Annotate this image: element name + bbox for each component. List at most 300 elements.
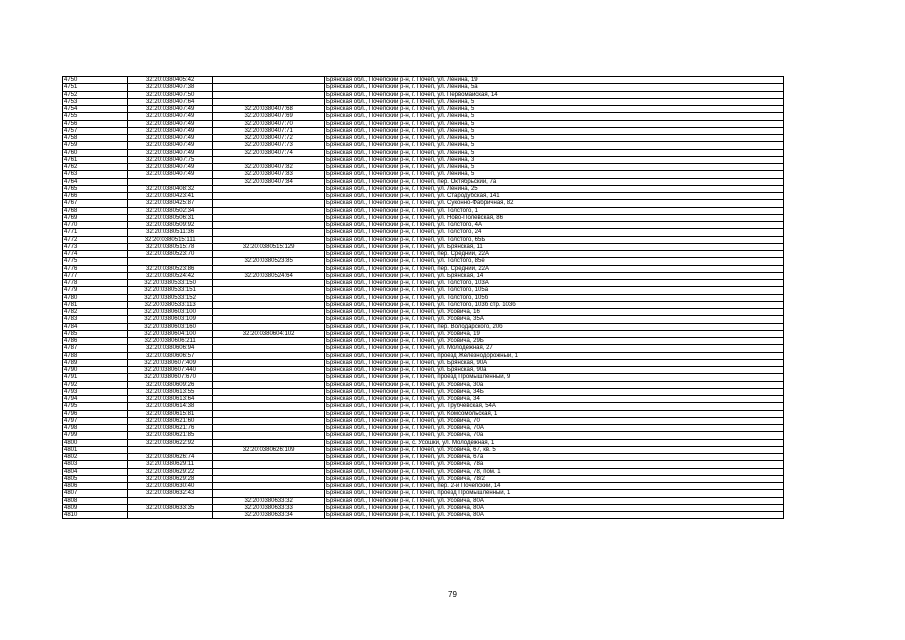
address-cell: Брянская обл., Почепский р-н, г. Почеп, ул. Ново-Полевская, 86 <box>324 214 783 221</box>
row-number-cell: 4777 <box>63 272 128 279</box>
row-number-cell: 4808 <box>63 497 128 504</box>
table-row <box>63 287 784 294</box>
related-cadastral-number-cell <box>213 98 325 105</box>
address-cell: Брянская обл., Почепский р-н, г. Почеп, ул. Брянская, 14 <box>324 272 783 279</box>
table-row <box>63 367 784 374</box>
address-cell: Брянская обл., Почепский р-н, г. Почеп, ул. Усовича, 16 <box>324 309 783 316</box>
table-row <box>63 504 784 511</box>
related-cadastral-number-cell <box>213 316 325 323</box>
address-cell: Брянская обл., Почепский р-н, г. Почеп, ул. Стародубская, 141 <box>324 193 783 200</box>
address-cell: Брянская обл., Почепский р-н, г. Почеп, ул. Толстого, 4А <box>324 222 783 229</box>
address-cell: Брянская обл., Почепский р-н, с. Усошки, ул. Молодежная, 1 <box>324 439 783 446</box>
address-cell: Брянская обл., Почепский р-н, г. Почеп, ул. Усовича, 80А <box>324 504 783 511</box>
cadastral-number-cell: 32:20:0380533:150 <box>127 280 212 287</box>
row-number-cell: 4754 <box>63 106 128 113</box>
related-cadastral-number-cell: 32:20:0380626:109 <box>213 446 325 453</box>
cadastral-number-cell: 32:20:0380407:75 <box>127 156 212 163</box>
cadastral-number-cell: 32:20:0380407:38 <box>127 84 212 91</box>
table-row <box>63 272 784 279</box>
row-number-cell: 4805 <box>63 475 128 482</box>
table-row <box>63 316 784 323</box>
cadastral-number-cell: 32:20:0380607:409 <box>127 359 212 366</box>
cadastral-number-cell: 32:20:0380425:87 <box>127 200 212 207</box>
address-cell: Брянская обл., Почепский р-н, г. Почеп, ул. Брянская, 90А <box>324 359 783 366</box>
related-cadastral-number-cell: 32:20:0380407:70 <box>213 120 325 127</box>
related-cadastral-number-cell <box>213 417 325 424</box>
table-row <box>63 497 784 504</box>
row-number-cell: 4807 <box>63 490 128 497</box>
table-row <box>63 127 784 134</box>
related-cadastral-number-cell: 32:20:0380407:82 <box>213 164 325 171</box>
related-cadastral-number-cell <box>213 265 325 272</box>
cadastral-number-cell: 32:20:0380606:211 <box>127 338 212 345</box>
table-row <box>63 352 784 359</box>
table-row <box>63 417 784 424</box>
cadastral-number-cell: 32:20:0380515:78 <box>127 243 212 250</box>
row-number-cell: 4766 <box>63 193 128 200</box>
row-number-cell: 4781 <box>63 301 128 308</box>
address-cell: Брянская обл., Почепский р-н, г. Почеп, ул. Усовича, 29Б <box>324 338 783 345</box>
row-number-cell: 4757 <box>63 127 128 134</box>
row-number-cell: 4782 <box>63 309 128 316</box>
table-row <box>63 410 784 417</box>
cadastral-number-cell: 32:20:0380603:109 <box>127 316 212 323</box>
cadastral-number-cell: 32:20:0380407:49 <box>127 106 212 113</box>
address-cell: Брянская обл., Почепский р-н, г. Почеп, ул. Толстого, 105б <box>324 294 783 301</box>
table-row <box>63 207 784 214</box>
row-number-cell: 4768 <box>63 207 128 214</box>
table-row <box>63 374 784 381</box>
address-cell: Брянская обл., Почепский р-н, г. Почеп, ул. Усовича, 70а <box>324 432 783 439</box>
table-row <box>63 142 784 149</box>
table-row <box>63 98 784 105</box>
cadastral-number-cell: 32:20:0380515:111 <box>127 236 212 243</box>
table-row <box>63 439 784 446</box>
cadastral-number-cell: 32:20:0380407:49 <box>127 164 212 171</box>
related-cadastral-number-cell: 32:20:0380407:83 <box>213 171 325 178</box>
related-cadastral-number-cell <box>213 468 325 475</box>
address-cell: Брянская обл., Почепский р-н, г. Почеп, ул. Усовича, 35А <box>324 316 783 323</box>
cadastral-number-cell: 32:20:0380613:64 <box>127 396 212 403</box>
address-cell: Брянская обл., Почепский р-н, г. Почеп, пер. Володарского, 20б <box>324 323 783 330</box>
address-cell: Брянская обл., Почепский р-н, г. Почеп, ул. Толстого, 103б стр. 103б <box>324 301 783 308</box>
address-cell: Брянская обл., Почепский р-н, г. Почеп, ул. Усовича, 78/2 <box>324 475 783 482</box>
cadastral-number-cell: 32:20:0380629:11 <box>127 461 212 468</box>
table-row <box>63 91 784 98</box>
cadastral-number-cell: 32:20:0380511:36 <box>127 229 212 236</box>
table-row <box>63 330 784 337</box>
related-cadastral-number-cell <box>213 91 325 98</box>
row-number-cell: 4769 <box>63 214 128 221</box>
address-cell: Брянская обл., Почепский р-н, г. Почеп, ул. Усовича, 80А <box>324 497 783 504</box>
cadastral-number-cell: 32:20:0380407:49 <box>127 120 212 127</box>
cadastral-number-cell: 32:20:0380533:113 <box>127 301 212 308</box>
table-row <box>63 222 784 229</box>
related-cadastral-number-cell <box>213 483 325 490</box>
row-number-cell: 4762 <box>63 164 128 171</box>
row-number-cell: 4760 <box>63 149 128 156</box>
related-cadastral-number-cell: 32:20:0380407:74 <box>213 149 325 156</box>
cadastral-number-cell <box>127 497 212 504</box>
table-row <box>63 338 784 345</box>
cadastral-number-cell: 32:20:0380626:74 <box>127 454 212 461</box>
related-cadastral-number-cell <box>213 309 325 316</box>
row-number-cell: 4779 <box>63 287 128 294</box>
row-number-cell: 4793 <box>63 388 128 395</box>
row-number-cell: 4786 <box>63 338 128 345</box>
row-number-cell: 4789 <box>63 359 128 366</box>
related-cadastral-number-cell <box>213 490 325 497</box>
row-number-cell: 4778 <box>63 280 128 287</box>
table-row <box>63 200 784 207</box>
related-cadastral-number-cell <box>213 287 325 294</box>
row-number-cell: 4795 <box>63 403 128 410</box>
related-cadastral-number-cell <box>213 359 325 366</box>
cadastral-number-cell: 32:20:0380506:31 <box>127 214 212 221</box>
cadastral-number-cell: 32:20:0380407:49 <box>127 142 212 149</box>
address-cell: Брянская обл., Почепский р-н, г. Почеп, ул. Комсомольская, 1 <box>324 410 783 417</box>
address-cell: Брянская обл., Почепский р-н, г. Почеп, проезд Промышленный, 1 <box>324 490 783 497</box>
related-cadastral-number-cell <box>213 410 325 417</box>
related-cadastral-number-cell: 32:20:0380407:72 <box>213 135 325 142</box>
related-cadastral-number-cell <box>213 439 325 446</box>
related-cadastral-number-cell <box>213 323 325 330</box>
address-cell: Брянская обл., Почепский р-н, г. Почеп, ул. Ленина, 25 <box>324 185 783 192</box>
cadastral-number-cell: 32:20:0380524:42 <box>127 272 212 279</box>
cadastral-number-cell: 32:20:0380407:49 <box>127 127 212 134</box>
row-number-cell: 4788 <box>63 352 128 359</box>
address-cell: Брянская обл., Почепский р-н, г. Почеп, ул. Усовича, 67, кв. 5 <box>324 446 783 453</box>
related-cadastral-number-cell <box>213 338 325 345</box>
table-row <box>63 178 784 185</box>
row-number-cell: 4792 <box>63 381 128 388</box>
row-number-cell: 4775 <box>63 258 128 265</box>
table-row <box>63 243 784 250</box>
related-cadastral-number-cell <box>213 403 325 410</box>
cadastral-number-cell: 32:20:0380423:41 <box>127 193 212 200</box>
table-row <box>63 193 784 200</box>
address-cell: Брянская обл., Почепский р-н, г. Почеп, ул. Ленина, 5 <box>324 142 783 149</box>
row-number-cell: 4802 <box>63 454 128 461</box>
address-cell: Брянская обл., Почепский р-н, г. Почеп, ул. Толстого, 65Б <box>324 236 783 243</box>
related-cadastral-number-cell <box>213 301 325 308</box>
cadastral-number-cell: 32:20:0380603:160 <box>127 323 212 330</box>
related-cadastral-number-cell <box>213 294 325 301</box>
row-number-cell: 4758 <box>63 135 128 142</box>
cadastral-number-cell: 32:20:0380607:440 <box>127 367 212 374</box>
related-cadastral-number-cell: 32:20:0380633:32 <box>213 497 325 504</box>
table-row <box>63 468 784 475</box>
address-cell: Брянская обл., Почепский р-н, г. Почеп, ул. Ленина, 5 <box>324 113 783 120</box>
table-row <box>63 135 784 142</box>
related-cadastral-number-cell <box>213 200 325 207</box>
registry-table <box>62 76 784 519</box>
row-number-cell: 4806 <box>63 483 128 490</box>
row-number-cell: 4750 <box>63 77 128 84</box>
related-cadastral-number-cell: 32:20:0380407:84 <box>213 178 325 185</box>
cadastral-number-cell: 32:20:0380613:55 <box>127 388 212 395</box>
row-number-cell: 4787 <box>63 345 128 352</box>
row-number-cell: 4764 <box>63 178 128 185</box>
table-row <box>63 171 784 178</box>
related-cadastral-number-cell <box>213 185 325 192</box>
table-row <box>63 403 784 410</box>
related-cadastral-number-cell <box>213 461 325 468</box>
address-cell: Брянская обл., Почепский р-н, г. Почеп, ул. Усовича, 30а <box>324 381 783 388</box>
row-number-cell: 4784 <box>63 323 128 330</box>
table-row <box>63 461 784 468</box>
row-number-cell: 4804 <box>63 468 128 475</box>
table-row <box>63 185 784 192</box>
cadastral-number-cell: 32:20:0380604:100 <box>127 330 212 337</box>
related-cadastral-number-cell <box>213 229 325 236</box>
related-cadastral-number-cell <box>213 381 325 388</box>
row-number-cell: 4751 <box>63 84 128 91</box>
address-cell: Брянская обл., Почепский р-н, г. Почеп, ул. Трубчевская, 54А <box>324 403 783 410</box>
address-cell: Брянская обл., Почепский р-н, г. Почеп, ул. Толстого, 85е <box>324 258 783 265</box>
row-number-cell: 4798 <box>63 425 128 432</box>
address-cell: Брянская обл., Почепский р-н, г. Почеп, ул. Усовича, 34Б <box>324 388 783 395</box>
cadastral-number-cell: 32:20:0380621:85 <box>127 432 212 439</box>
cadastral-number-cell: 32:20:0380632:43 <box>127 490 212 497</box>
cadastral-number-cell: 32:20:0380405:42 <box>127 77 212 84</box>
related-cadastral-number-cell <box>213 77 325 84</box>
table-row <box>63 236 784 243</box>
address-cell: Брянская обл., Почепский р-н, г. Почеп, ул. Ленина, 5 <box>324 135 783 142</box>
address-cell: Брянская обл., Почепский р-н, г. Почеп, ул. Усовича, 70А <box>324 425 783 432</box>
row-number-cell: 4797 <box>63 417 128 424</box>
table-row <box>63 156 784 163</box>
address-cell: Брянская обл., Почепский р-н, г. Почеп, ул. Ленина, 5 <box>324 106 783 113</box>
table-row <box>63 265 784 272</box>
cadastral-number-cell: 32:20:0380609:26 <box>127 381 212 388</box>
row-number-cell: 4809 <box>63 504 128 511</box>
related-cadastral-number-cell <box>213 156 325 163</box>
row-number-cell: 4770 <box>63 222 128 229</box>
address-cell: Брянская обл., Почепский р-н, г. Почеп, пер. Средний, 22А <box>324 251 783 258</box>
table-row <box>63 229 784 236</box>
address-cell: Брянская обл., Почепский р-н, г. Почеп, ул. Усовича, 67а <box>324 454 783 461</box>
related-cadastral-number-cell: 32:20:0380407:73 <box>213 142 325 149</box>
address-cell: Брянская обл., Почепский р-н, г. Почеп, ул. Суконно-Фабричная, 82 <box>324 200 783 207</box>
related-cadastral-number-cell: 32:20:0380524:64 <box>213 272 325 279</box>
address-cell: Брянская обл., Почепский р-н, г. Почеп, ул. Ленина, 5 <box>324 98 783 105</box>
cadastral-number-cell: 32:20:0380630:40 <box>127 483 212 490</box>
address-cell: Брянская обл., Почепский р-н, г. Почеп, ул. Усовича, 19 <box>324 330 783 337</box>
related-cadastral-number-cell: 32:20:0380604:102 <box>213 330 325 337</box>
address-cell: Брянская обл., Почепский р-н, г. Почеп, ул. Усовича, 78а <box>324 461 783 468</box>
cadastral-number-cell: 32:20:0380603:100 <box>127 309 212 316</box>
address-cell: Брянская обл., Почепский р-н, г. Почеп, пер. 2-й Почепский, 14 <box>324 483 783 490</box>
related-cadastral-number-cell <box>213 222 325 229</box>
table-row <box>63 120 784 127</box>
row-number-cell: 4761 <box>63 156 128 163</box>
address-cell: Брянская обл., Почепский р-н, г. Почеп, ул. Усовича, 80А <box>324 512 783 519</box>
table-row <box>63 381 784 388</box>
table-row <box>63 490 784 497</box>
cadastral-number-cell: 32:20:0380407:49 <box>127 135 212 142</box>
address-cell: Брянская обл., Почепский р-н, г. Почеп, ул. Ленина, 5 <box>324 120 783 127</box>
row-number-cell: 4763 <box>63 171 128 178</box>
table-row <box>63 149 784 156</box>
address-cell: Брянская обл., Почепский р-н, г. Почеп, ул. Ленина, 5 <box>324 171 783 178</box>
cadastral-number-cell: 32:20:0380607:670 <box>127 374 212 381</box>
related-cadastral-number-cell <box>213 475 325 482</box>
related-cadastral-number-cell <box>213 251 325 258</box>
row-number-cell: 4773 <box>63 243 128 250</box>
cadastral-number-cell: 32:20:0380629:22 <box>127 468 212 475</box>
row-number-cell: 4767 <box>63 200 128 207</box>
address-cell: Брянская обл., Почепский р-н, г. Почеп, ул. Толстого, 24 <box>324 229 783 236</box>
cadastral-number-cell: 32:20:0380622:92 <box>127 439 212 446</box>
table-row <box>63 359 784 366</box>
address-cell: Брянская обл., Почепский р-н, г. Почеп, проезд Железнодорожный, 1 <box>324 352 783 359</box>
table-row <box>63 309 784 316</box>
cadastral-number-cell: 32:20:0380606:94 <box>127 345 212 352</box>
related-cadastral-number-cell: 32:20:0380633:33 <box>213 504 325 511</box>
cadastral-number-cell <box>127 512 212 519</box>
cadastral-number-cell: 32:20:0380407:49 <box>127 113 212 120</box>
row-number-cell: 4755 <box>63 113 128 120</box>
address-cell: Брянская обл., Почепский р-н, г. Почеп, ул. Ленина, 5а <box>324 84 783 91</box>
row-number-cell: 4799 <box>63 432 128 439</box>
row-number-cell: 4796 <box>63 410 128 417</box>
table-row <box>63 446 784 453</box>
related-cadastral-number-cell <box>213 454 325 461</box>
related-cadastral-number-cell <box>213 432 325 439</box>
cadastral-number-cell: 32:20:0380629:28 <box>127 475 212 482</box>
table-row <box>63 77 784 84</box>
related-cadastral-number-cell <box>213 236 325 243</box>
table-row <box>63 214 784 221</box>
row-number-cell: 4810 <box>63 512 128 519</box>
related-cadastral-number-cell: 32:20:0380407:69 <box>213 113 325 120</box>
row-number-cell: 4776 <box>63 265 128 272</box>
related-cadastral-number-cell: 32:20:0380515:129 <box>213 243 325 250</box>
address-cell: Брянская обл., Почепский р-н, г. Почеп, ул. Брянская, 11 <box>324 243 783 250</box>
related-cadastral-number-cell: 32:20:0380407:68 <box>213 106 325 113</box>
table-row <box>63 106 784 113</box>
table-row <box>63 475 784 482</box>
cadastral-number-cell: 32:20:0380606:57 <box>127 352 212 359</box>
table-row <box>63 454 784 461</box>
related-cadastral-number-cell <box>213 374 325 381</box>
related-cadastral-number-cell <box>213 345 325 352</box>
cadastral-number-cell: 32:20:0380509:92 <box>127 222 212 229</box>
table-row <box>63 113 784 120</box>
row-number-cell: 4753 <box>63 98 128 105</box>
address-cell: Брянская обл., Почепский р-н, г. Почеп, ул. Усовича, 34 <box>324 396 783 403</box>
cadastral-number-cell: 32:20:0380407:50 <box>127 91 212 98</box>
address-cell: Брянская обл., Почепский р-н, г. Почеп, ул. Толстого, 105а <box>324 287 783 294</box>
related-cadastral-number-cell: 32:20:0380633:34 <box>213 512 325 519</box>
address-cell: Брянская обл., Почепский р-н, г. Почеп, ул. Ленина, 19 <box>324 77 783 84</box>
row-number-cell: 4771 <box>63 229 128 236</box>
row-number-cell: 4765 <box>63 185 128 192</box>
address-cell: Брянская обл., Почепский р-н, г. Почеп, пер. Средний, 22А <box>324 265 783 272</box>
cadastral-number-cell: 32:20:0380633:35 <box>127 504 212 511</box>
row-number-cell: 4772 <box>63 236 128 243</box>
table-row <box>63 396 784 403</box>
cadastral-number-cell: 32:20:0380407:49 <box>127 171 212 178</box>
cadastral-number-cell: 32:20:0380533:151 <box>127 287 212 294</box>
address-cell: Брянская обл., Почепский р-н, г. Почеп, ул. Ленина, 5 <box>324 149 783 156</box>
related-cadastral-number-cell <box>213 207 325 214</box>
table-row <box>63 251 784 258</box>
row-number-cell: 4800 <box>63 439 128 446</box>
address-cell: Брянская обл., Почепский р-н, г. Почеп, ул. Толстого, 103А <box>324 280 783 287</box>
related-cadastral-number-cell: 32:20:0380407:71 <box>213 127 325 134</box>
address-cell: Брянская обл., Почепский р-н, г. Почеп, ул. Брянская, 90а <box>324 367 783 374</box>
address-cell: Брянская обл., Почепский р-н, г. Почеп, ул. Первомайская, 14 <box>324 91 783 98</box>
table-row <box>63 301 784 308</box>
table-row <box>63 432 784 439</box>
row-number-cell: 4785 <box>63 330 128 337</box>
row-number-cell: 4790 <box>63 367 128 374</box>
row-number-cell: 4801 <box>63 446 128 453</box>
cadastral-number-cell: 32:20:0380407:49 <box>127 149 212 156</box>
related-cadastral-number-cell <box>213 193 325 200</box>
related-cadastral-number-cell <box>213 367 325 374</box>
address-cell: Брянская обл., Почепский р-н, г. Почеп, проезд Промышленный, 9 <box>324 374 783 381</box>
table-row <box>63 323 784 330</box>
cadastral-number-cell: 32:20:0380614:38 <box>127 403 212 410</box>
cadastral-number-cell <box>127 258 212 265</box>
row-number-cell: 4759 <box>63 142 128 149</box>
related-cadastral-number-cell <box>213 425 325 432</box>
cadastral-number-cell: 32:20:0380533:152 <box>127 294 212 301</box>
cadastral-number-cell: 32:20:0380408:32 <box>127 185 212 192</box>
table-row <box>63 345 784 352</box>
related-cadastral-number-cell: 32:20:0380523:85 <box>213 258 325 265</box>
row-number-cell: 4791 <box>63 374 128 381</box>
table-row <box>63 294 784 301</box>
cadastral-number-cell <box>127 446 212 453</box>
cadastral-number-cell: 32:20:0380621:76 <box>127 425 212 432</box>
related-cadastral-number-cell <box>213 396 325 403</box>
cadastral-number-cell: 32:20:0380523:86 <box>127 265 212 272</box>
address-cell: Брянская обл., Почепский р-н, г. Почеп, ул. Усовича, 78, пом. 1 <box>324 468 783 475</box>
table-row <box>63 84 784 91</box>
cadastral-number-cell: 32:20:0380407:64 <box>127 98 212 105</box>
related-cadastral-number-cell <box>213 352 325 359</box>
row-number-cell: 4752 <box>63 91 128 98</box>
row-number-cell: 4794 <box>63 396 128 403</box>
table-row <box>63 483 784 490</box>
row-number-cell: 4780 <box>63 294 128 301</box>
related-cadastral-number-cell <box>213 214 325 221</box>
page-number: 79 <box>448 590 457 599</box>
row-number-cell: 4783 <box>63 316 128 323</box>
registry-table-body <box>63 77 784 519</box>
address-cell: Брянская обл., Почепский р-н, г. Почеп, ул. Молодежная, 27 <box>324 345 783 352</box>
cadastral-number-cell: 32:20:0380621:60 <box>127 417 212 424</box>
table-row <box>63 258 784 265</box>
related-cadastral-number-cell <box>213 84 325 91</box>
address-cell: Брянская обл., Почепский р-н, г. Почеп, ул. Ленина, 3 <box>324 156 783 163</box>
table-row <box>63 388 784 395</box>
address-cell: Брянская обл., Почепский р-н, г. Почеп, ул. Ленина, 5 <box>324 164 783 171</box>
cadastral-number-cell <box>127 178 212 185</box>
cadastral-number-cell: 32:20:0380502:34 <box>127 207 212 214</box>
table-row <box>63 280 784 287</box>
table-row <box>63 164 784 171</box>
cadastral-number-cell: 32:20:0380523:70 <box>127 251 212 258</box>
related-cadastral-number-cell <box>213 388 325 395</box>
table-row <box>63 512 784 519</box>
cadastral-number-cell: 32:20:0380615:81 <box>127 410 212 417</box>
address-cell: Брянская обл., Почепский р-н, г. Почеп, ул. Ленина, 5 <box>324 127 783 134</box>
